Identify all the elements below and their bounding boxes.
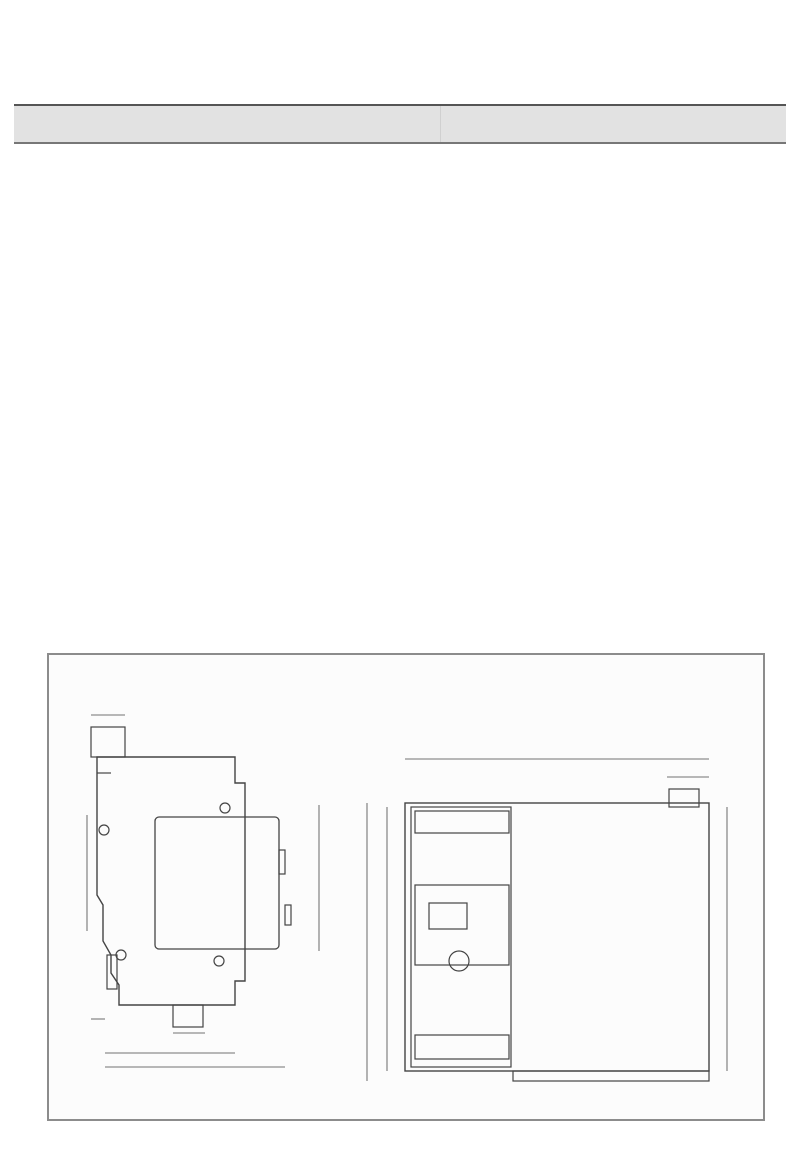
side-latch-2 [285,905,291,925]
dimension-drawing [47,653,765,1121]
front-module-section [411,807,511,1067]
side-bottom-clip [173,1005,203,1027]
front-module-button [449,951,469,971]
dimension-drawing-svg [49,655,763,1119]
side-screw-2 [99,825,109,835]
front-top-terminal-block [415,811,509,833]
front-bottom-terminal-block [415,1035,509,1059]
side-latch [279,850,285,874]
side-top-tab [91,727,125,757]
spec-table [14,104,786,144]
spec-header-value [441,105,787,143]
front-view [367,759,727,1081]
side-body-outline [97,757,245,1005]
spec-header-label [14,105,441,143]
spec-header-row [14,105,786,143]
side-screw-1 [220,803,230,813]
spec-table-body [14,105,786,143]
side-screw-4 [214,956,224,966]
side-rail-clip [107,955,117,989]
side-view [87,715,319,1067]
front-rail-base [513,1071,709,1081]
front-outer-frame [405,803,709,1071]
front-mini-terminal [669,789,699,807]
side-inner-panel [155,817,279,949]
front-digit-display [429,903,467,929]
